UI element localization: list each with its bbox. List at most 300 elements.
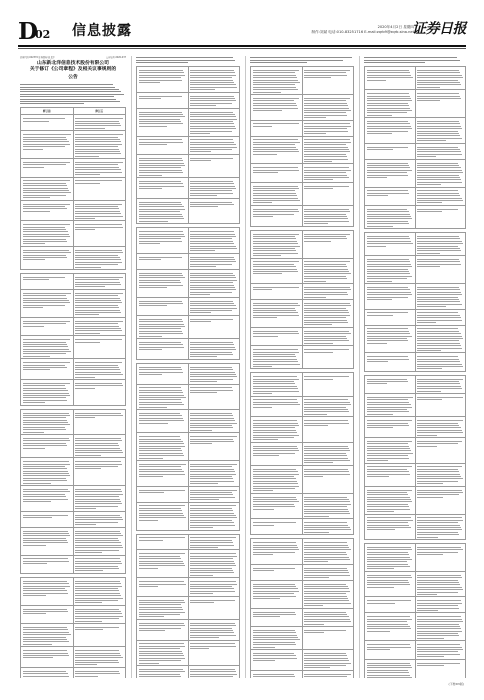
text-line [75,267,101,268]
text-line [253,598,280,599]
text-line [253,391,300,392]
table-cell [21,177,74,200]
text-line [417,317,461,318]
text-line [304,572,349,573]
text-line [75,282,120,283]
text-line [75,593,120,594]
text-line [190,234,235,235]
text-line [23,192,71,193]
table-cell [137,67,189,93]
text-line [190,474,236,475]
table-cell [365,659,416,678]
text-line [190,250,215,251]
table-row [251,580,354,608]
comparison-table [136,363,240,531]
text-line [367,580,408,581]
text-line [304,596,347,597]
table-cell [73,647,126,668]
table-cell [302,164,354,182]
table-row [365,463,466,486]
text-line [190,648,209,649]
table-cell [365,256,416,284]
table-row [365,353,466,371]
text-line [139,282,182,283]
table-row [137,640,240,666]
text-line [190,202,232,203]
table-cell [73,159,126,177]
text-line [253,450,300,451]
text-line [253,356,296,357]
text-line [190,471,235,472]
text-line [253,647,275,648]
text-line [23,609,68,610]
text-line [250,57,352,58]
table-cell [73,289,126,317]
paragraph [20,84,126,104]
text-line [417,554,443,555]
text-line [367,527,411,528]
table-row [21,527,126,555]
text-line [190,563,235,564]
text-line [304,529,351,530]
text-line [253,243,299,244]
text-line [367,172,408,173]
text-line [75,279,119,280]
text-line [253,404,300,405]
table-row [251,205,354,226]
text-line [190,478,233,479]
text-line [367,497,410,498]
text-line [23,277,66,278]
text-line [23,164,66,165]
table-row [21,359,126,380]
text-line [190,492,232,493]
text-line [190,540,232,541]
text-line [139,77,181,78]
table-cell [365,325,416,353]
text-line [23,211,51,212]
text-line [139,75,186,76]
table-row [21,246,126,269]
text-line [253,455,279,456]
text-line [75,413,121,414]
text-line [23,540,68,541]
text-line [417,80,458,81]
text-line [75,489,121,490]
text-line [417,266,440,267]
table-cell [415,394,466,417]
text-line [417,594,437,595]
table-cell [251,164,303,182]
text-line [367,165,410,166]
table-row [251,373,354,396]
table-cell [365,205,416,228]
text-line [417,582,459,583]
table-row [137,461,240,487]
text-line [75,566,118,567]
notice-number: 公告编号:2020-037 [105,56,126,59]
text-line [367,453,413,454]
table-cell [73,555,126,573]
table-cell [73,435,126,458]
text-line [304,115,347,116]
text-line [253,630,295,631]
text-line [23,461,69,462]
text-line [75,264,118,265]
text-line [23,397,66,398]
company-name: 山东新北洋信息技术股份有限公司 [37,61,109,67]
text-line [190,568,232,569]
text-line [367,381,409,382]
page-number: 02 [35,28,51,41]
text-line [190,188,236,189]
text-line [253,147,297,148]
table-cell [251,442,303,465]
table-cell [415,159,466,187]
text-line [253,149,298,150]
table-cell [21,511,74,527]
text-line [367,379,408,380]
text-line [304,218,348,219]
text-line [253,509,274,510]
continued-note: (下转D3版) [448,682,464,686]
text-line [304,322,348,323]
text-line [304,238,347,239]
text-line [253,483,299,484]
text-line [253,545,297,546]
text-line [417,163,458,164]
text-line [367,276,412,277]
text-line [417,492,463,493]
text-line [367,96,410,97]
text-line [190,319,233,320]
text-line [139,660,181,661]
text-line [304,552,346,553]
text-line [23,146,66,147]
text-line [417,151,461,152]
text-line [253,552,295,553]
table-cell [73,115,126,131]
text-line [139,436,181,437]
text-line [139,648,181,649]
table-row [21,274,126,290]
table-row [251,284,354,300]
text-line [304,310,348,311]
text-line [75,581,120,582]
table-cell [302,670,354,678]
text-line [253,637,299,638]
table-row [365,571,466,597]
table-cell [188,534,240,550]
table-row [365,417,466,438]
text-line [190,499,219,500]
table-cell [137,619,189,640]
text-line [139,505,186,506]
text-line [253,644,297,645]
table-cell [251,182,303,205]
text-line [139,303,184,304]
text-line [190,542,233,543]
text-line [417,517,462,518]
text-line [304,660,349,661]
table-cell [137,315,189,338]
text-line [75,515,120,516]
table-row [365,597,466,613]
text-line [417,359,459,360]
text-line [253,547,299,548]
table-cell [188,339,240,360]
text-line [190,243,234,244]
text-line [367,448,411,449]
text-line [304,667,330,668]
text-line [367,529,395,530]
comparison-table [364,375,466,540]
text-line [417,70,459,71]
text-line [75,167,119,168]
text-line [75,662,119,663]
text-line [190,259,235,260]
text-line [417,172,463,173]
table-cell [251,346,303,369]
text-line [23,420,68,421]
table-row [137,363,240,384]
text-line [304,469,348,470]
text-line [190,128,236,129]
column-body [250,57,354,678]
text-line [23,496,67,497]
text-line [75,305,118,306]
text-line [75,323,118,324]
text-line [190,525,235,526]
text-line [75,146,118,147]
table-cell [302,205,354,226]
text-line [253,273,282,274]
text-line [304,273,351,274]
table-cell [365,641,416,659]
text-line [139,404,184,405]
table-cell [21,667,74,678]
text-line [190,342,233,343]
text-line [190,392,217,393]
text-line [304,317,346,318]
text-line [139,565,186,566]
text-line [367,331,410,332]
table-cell [365,90,416,118]
text-line [75,172,122,173]
text-line [139,336,162,337]
text-line [304,545,348,546]
text-line [367,423,408,424]
text-line [23,545,47,546]
text-line [304,499,349,500]
text-line [253,497,297,498]
text-line [190,206,218,207]
table-row [137,486,240,502]
text-line [367,525,410,526]
text-line [417,350,441,351]
text-line [417,123,460,124]
text-line [190,349,236,350]
text-line [139,221,168,222]
text-line [139,280,181,281]
text-line [190,114,235,115]
text-line [23,367,67,368]
text-line [304,420,348,421]
text-line [367,93,409,94]
text-line [304,411,349,412]
text-line [190,294,210,295]
text-line [139,273,183,274]
text-line [417,195,460,196]
table-row [251,182,354,205]
text-line [75,611,121,612]
text-line [304,336,346,337]
text-line [253,236,295,237]
text-line [253,266,296,267]
text-line [304,186,349,187]
table-cell [302,327,354,345]
text-line [75,609,119,610]
table-row [365,375,466,393]
text-line [139,616,165,617]
text-line [139,581,185,582]
text-line [304,559,350,560]
text-line [367,193,409,194]
text-line [253,448,298,449]
text-line [139,614,181,615]
table-cell [188,596,240,619]
table-cell [415,659,466,678]
text-line [253,269,297,270]
comparison-table [250,230,354,370]
text-line [367,359,409,360]
text-line [139,183,183,184]
table-cell [365,544,416,572]
text-line [190,630,233,631]
text-line [190,508,232,509]
text-line [417,140,446,141]
text-line [367,264,412,265]
text-line [304,497,347,498]
text-line [304,501,350,502]
text-line [417,238,460,239]
text-line [304,333,351,334]
text-line [190,517,237,518]
text-line [23,346,69,347]
text-line [190,181,233,182]
text-line [417,435,437,436]
text-line [75,302,122,303]
text-line [367,466,412,467]
text-line [75,206,118,207]
text-line [253,315,299,316]
text-line [190,354,233,355]
text-line [190,593,213,594]
comparison-table [250,538,354,678]
text-line [417,663,460,664]
text-line [139,418,183,419]
table-cell [137,384,189,410]
text-line [75,616,123,617]
text-line [417,600,461,601]
text-line [417,299,459,300]
text-line [253,105,297,106]
text-line [304,584,346,585]
text-line [304,586,348,587]
text-line [253,100,295,101]
text-line [417,608,459,609]
notice-subtitle: 公告 [68,75,78,81]
text-line [367,492,408,493]
text-line [253,402,299,403]
text-line [417,610,438,611]
table-cell [188,297,240,315]
text-line [253,386,297,387]
table-cell [188,108,240,136]
text-line [417,368,442,369]
table-row [251,327,354,345]
text-line [253,435,299,436]
text-line [367,675,411,676]
text-line [139,257,183,258]
text-line [190,635,236,636]
text-line [253,430,297,431]
text-line [190,183,234,184]
text-line [23,255,67,256]
text-line [367,133,393,134]
text-line [75,455,101,456]
text-line [75,450,122,451]
text-line [23,424,70,425]
text-line [304,561,328,562]
text-line [23,671,67,672]
newspaper-logo: 证券日报 [412,21,466,37]
table-cell [137,550,189,578]
table-row [137,410,240,433]
text-line [23,385,66,386]
text-line [190,310,232,311]
table-cell [21,115,74,131]
text-line [253,255,282,256]
table-cell [137,228,189,254]
text-line [23,563,47,564]
text-line [75,415,123,416]
text-line [367,404,411,405]
text-line [417,149,460,150]
text-line [139,259,161,260]
text-line [367,190,408,191]
text-line [367,211,409,212]
text-line [417,128,462,129]
text-line [23,141,69,142]
table-cell [251,300,303,328]
text-line [23,351,71,352]
text-line [75,522,118,523]
text-line [190,261,236,262]
text-line [304,236,346,237]
table-cell [73,486,126,512]
text-line [417,580,458,581]
text-line [417,75,462,76]
text-line [304,522,347,523]
text-line [139,474,185,475]
text-line [190,84,236,85]
text-line [139,584,186,585]
text-line [417,532,458,533]
text-line [367,450,412,451]
text-line [75,519,123,520]
text-line [253,359,298,360]
